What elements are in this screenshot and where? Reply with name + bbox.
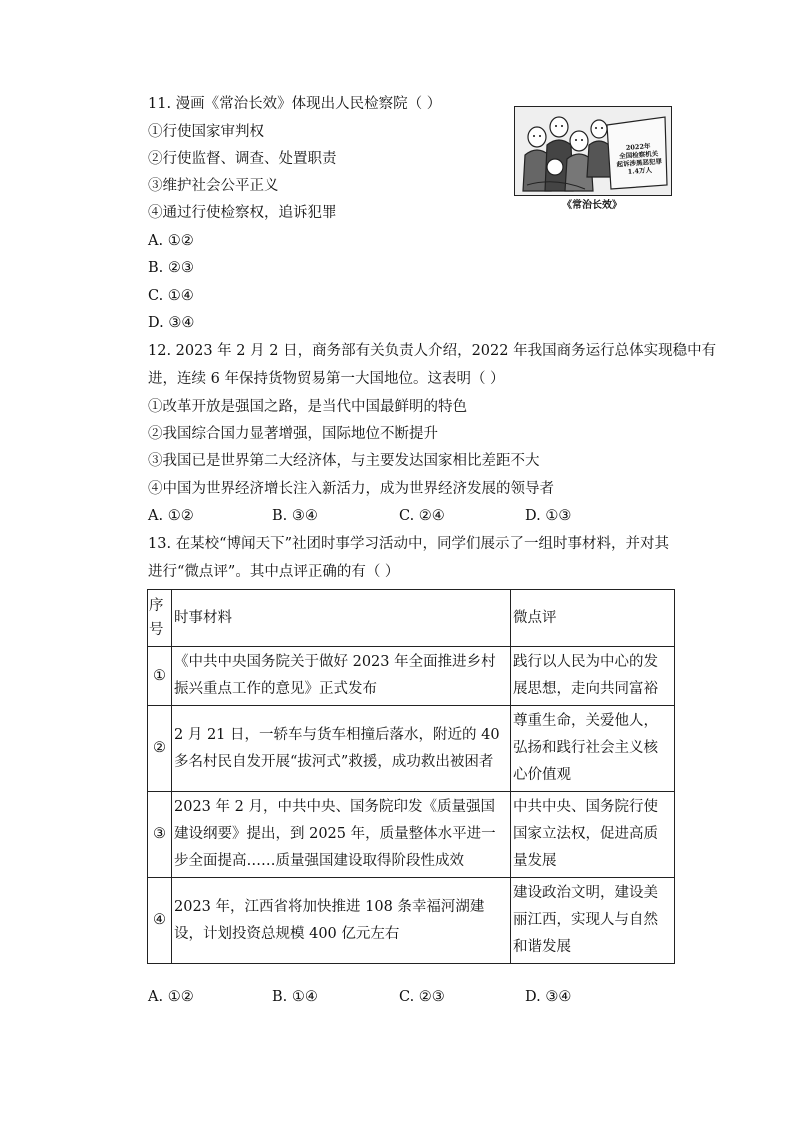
q12-stem-line-1: 12. 2023 年 2 月 2 日，商务部有关负责人介绍，2022 年我国商务运行总体实现稳中有 (148, 343, 717, 359)
q11-item-1: ①行使国家审判权 (148, 124, 264, 140)
q12-item-2: ②我国综合国力显著增强，国际地位不断提升 (148, 426, 438, 442)
q13-option-c[interactable]: C. ②③ (399, 989, 445, 1005)
row-material: 《中共中央国务院关于做好 2023 年全面推进乡村振兴重点工作的意见》正式发布 (172, 647, 511, 706)
q12-item-1: ①改革开放是强国之路，是当代中国最鲜明的特色 (148, 399, 467, 415)
cartoon-image (514, 106, 672, 196)
q11-item-3: ③维护社会公平正义 (148, 178, 279, 194)
row-material: 2 月 21 日，一轿车与货车相撞后落水，附近的 40 多名村民自发开展“拔河式”救援，成功救出被困者 (172, 706, 511, 792)
q13-stem-line-2: 进行“微点评”。其中点评正确的有（ ） (148, 564, 400, 580)
q12-option-d[interactable]: D. ①③ (525, 508, 572, 524)
q11-option-d[interactable]: D. ③④ (148, 315, 195, 331)
sign-line-3: 起诉涉黑恶犯罪 (616, 157, 663, 169)
q12-option-a[interactable]: A. ①② (148, 508, 194, 524)
q12-option-b[interactable]: B. ③④ (272, 508, 318, 524)
table-row (148, 647, 675, 706)
cartoon-sign-text (610, 141, 668, 177)
events-table (147, 589, 675, 964)
row-comment: 践行以人民为中心的发展思想，走向共同富裕 (511, 647, 675, 706)
q13-stem-line-1: 13. 在某校“博闻天下”社团时事学习活动中，同学们展示了一组时事材料，并对其 (148, 536, 669, 552)
q12-option-c[interactable]: C. ②④ (399, 508, 445, 524)
q11-item-4: ④通过行使检察权，追诉犯罪 (148, 205, 337, 221)
q11-option-b[interactable]: B. ②③ (148, 260, 194, 276)
q11-option-a[interactable]: A. ①② (148, 233, 194, 249)
table-row (148, 792, 675, 878)
row-index: ④ (148, 878, 172, 964)
sign-line-4: 1.4万人 (627, 166, 653, 176)
row-comment: 中共中央、国务院行使国家立法权，促进高质量发展 (511, 792, 675, 878)
header-material: 时事材料 (172, 590, 511, 647)
q11-item-2: ②行使监督、调查、处置职责 (148, 151, 337, 167)
table-row (148, 706, 675, 792)
q13-option-a[interactable]: A. ①② (148, 989, 194, 1005)
q12-item-4: ④中国为世界经济增长注入新活力，成为世界经济发展的领导者 (148, 481, 554, 497)
q11-stem: 11. 漫画《常治长效》体现出人民检察院（ ） (148, 96, 442, 112)
table-header-row (148, 590, 675, 647)
row-comment: 尊重生命，关爱他人，弘扬和践行社会主义核心价值观 (511, 706, 675, 792)
row-comment: 建设政治文明，建设美丽江西，实现人与自然和谐发展 (511, 878, 675, 964)
row-material: 2023 年 2 月，中共中央、国务院印发《质量强国建设纲要》提出，到 2025 年，质量整体水平进一步全面提高……质量强国建设取得阶段性成效 (172, 792, 511, 878)
cartoon-caption: 《常治长效》 (562, 200, 622, 211)
q12-stem-line-2: 进，连续 6 年保持货物贸易第一大国地位。这表明（ ） (148, 371, 505, 387)
sign-line-2: 全国检察机关 (618, 149, 659, 161)
q13-option-d[interactable]: D. ③④ (525, 989, 572, 1005)
q13-option-b[interactable]: B. ①④ (272, 989, 318, 1005)
row-index: ② (148, 706, 172, 792)
row-index: ① (148, 647, 172, 706)
q12-item-3: ③我国已是世界第二大经济体，与主要发达国家相比差距不大 (148, 453, 540, 469)
header-comment: 微点评 (511, 590, 675, 647)
row-index: ③ (148, 792, 172, 878)
row-material: 2023 年，江西省将加快推进 108 条幸福河湖建设，计划投资总规模 400 亿元左右 (172, 878, 511, 964)
header-index: 序号 (148, 590, 172, 647)
sign-line-1: 2022年 (625, 142, 651, 152)
q11-option-c[interactable]: C. ①④ (148, 288, 194, 304)
table-row (148, 878, 675, 964)
